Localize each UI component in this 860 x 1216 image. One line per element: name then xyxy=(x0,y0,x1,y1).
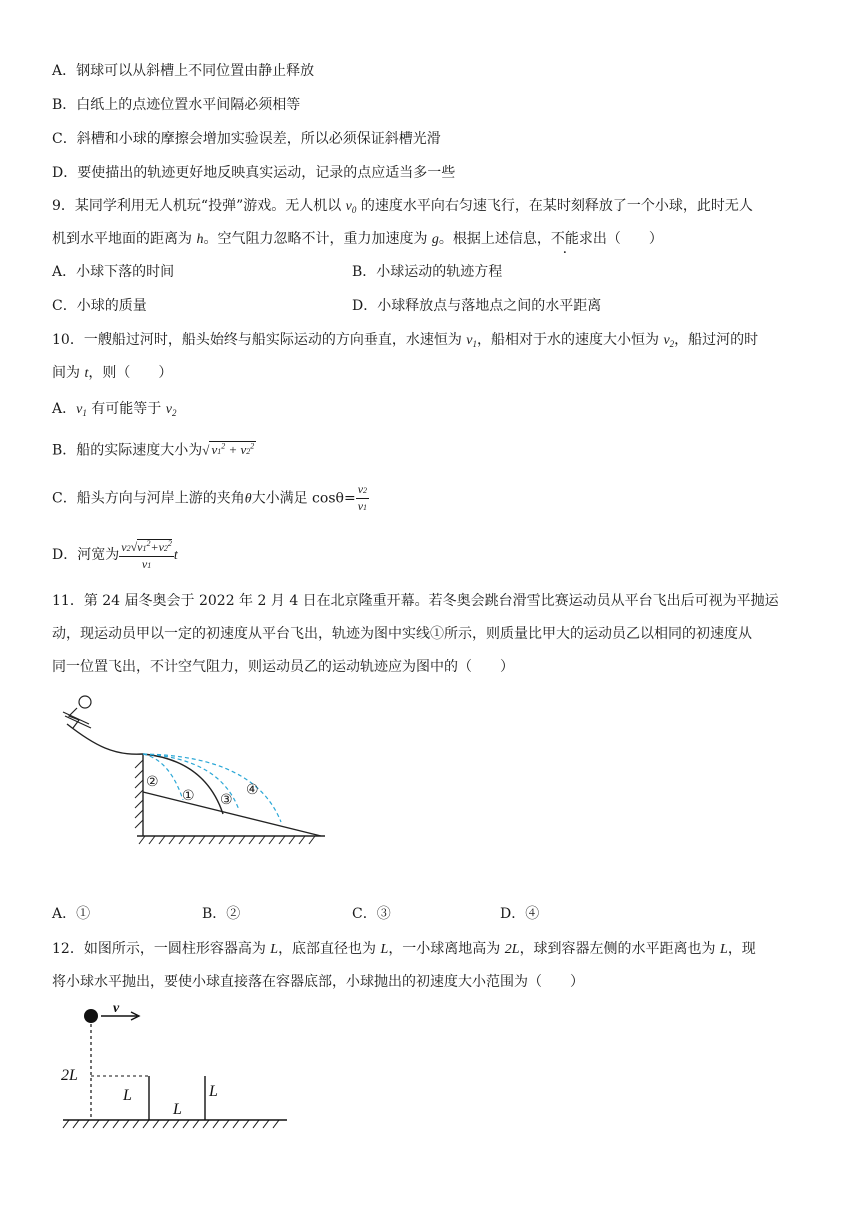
label-4: ④ xyxy=(246,782,259,798)
ski-jump-figure xyxy=(55,690,335,855)
q8-option-d: D．要使描出的轨迹更好地反映真实运动，记录的点应适当多一些 xyxy=(52,165,456,181)
velocity-label: v xyxy=(113,1001,120,1016)
sqrt-expression: √ $v1^2 + v2^2$ xyxy=(202,442,255,458)
label-3: ③ xyxy=(220,792,233,808)
q11-option-d: D．④ xyxy=(500,906,540,922)
q11-option-b: B．② xyxy=(202,906,241,922)
q11-stem-line1: 11．第 24 届冬奥会于 2022 年 2 月 4 日在北京隆重开幕。若冬奥会跳台滑雪比赛运动员从平台飞出后可视为平抛运 xyxy=(52,593,779,609)
q11-option-c: C．③ xyxy=(352,906,391,922)
wall-left-L-label: L xyxy=(123,1087,132,1104)
label-1: ① xyxy=(182,788,195,804)
emphasis-dots: 不能 xyxy=(550,231,579,247)
height-2L-label: 2L xyxy=(61,1067,78,1084)
q9-option-b: B．小球运动的轨迹方程 xyxy=(352,264,503,280)
q9-option-c: C．小球的质量 xyxy=(52,298,147,314)
q10-stem-line2: 间为 t，则（ ） xyxy=(52,365,173,381)
skier-icon xyxy=(63,696,91,728)
q10-option-c: C．船头方向与河岸上游的夹角θ大小满足 cosθ= $\frac{v2}{v1}$ xyxy=(52,482,368,513)
wall-right-L-label: L xyxy=(209,1083,218,1100)
q12-stem-line2: 将小球水平抛出，要使小球直接落在容器底部，小球抛出的初速度大小范围为（ ） xyxy=(52,974,584,990)
q10-option-a: A．$v_1$ 有可能等于 $v_2$ xyxy=(52,401,177,418)
q9-stem-line2: 机到水平地面的距离为 h。空气阻力忽略不计，重力加速度为 g。根据上述信息，不能求出（ ） xyxy=(52,231,663,247)
q11-option-a: A．① xyxy=(52,906,91,922)
q8-option-c: C．斜槽和小球的摩擦会增加实验误差，所以必须保证斜槽光滑 xyxy=(52,131,441,147)
q9-stem-line1: 9．某同学利用无人机玩“投弹”游戏。无人机以 $v_0$ 的速度水平向右匀速飞行，在某时刻释放了一个小球，此时无人 xyxy=(52,198,753,215)
q9-option-d: D．小球释放点与落地点之间的水平距离 xyxy=(352,298,602,314)
q12-stem-line1: 12．如图所示，一圆柱形容器高为 L，底部直径也为 L，一小球离地高为 2L，球到容器左侧的水平距离也为 L，现 xyxy=(52,941,756,957)
q11-stem-line2: 动，现运动员甲以一定的初速度从平台飞出，轨迹为图中实线①所示，则质量比甲大的运动员乙以相同的初速度从 xyxy=(52,626,752,642)
fraction-width: $\frac{v2√v1^2+v2^2}{v1}$ xyxy=(121,539,172,571)
fraction-v2-v1: $\frac{v2}{v1}$ xyxy=(357,482,368,513)
bottom-L-label: L xyxy=(173,1101,182,1118)
trajectory-4 xyxy=(143,754,281,822)
q10-stem-line1: 10．一艘船过河时，船头始终与船实际运动的方向垂直，水速恒为 $v_1$，船相对于水的速度大小恒为 $v_2$，船过河的时 xyxy=(52,332,759,349)
label-2: ② xyxy=(146,774,159,790)
q10-option-d: D．河宽为 $\frac{v2√v1^2+v2^2}{v1}$ t xyxy=(52,539,178,571)
ball-icon xyxy=(84,1009,98,1023)
q8-option-b: B．白纸上的点迹位置水平间隔必须相等 xyxy=(52,97,301,113)
q9-option-a: A．小球下落的时间 xyxy=(52,264,175,280)
q11-stem-line3: 同一位置飞出，不计空气阻力，则运动员乙的运动轨迹应为图中的（ ） xyxy=(52,659,514,675)
cylinder-figure xyxy=(55,1000,295,1140)
q10-option-b: B．船的实际速度大小为√ $v1^2 + v2^2$ xyxy=(52,437,256,462)
q8-option-a: A．钢球可以从斜槽上不同位置由静止释放 xyxy=(52,63,315,79)
